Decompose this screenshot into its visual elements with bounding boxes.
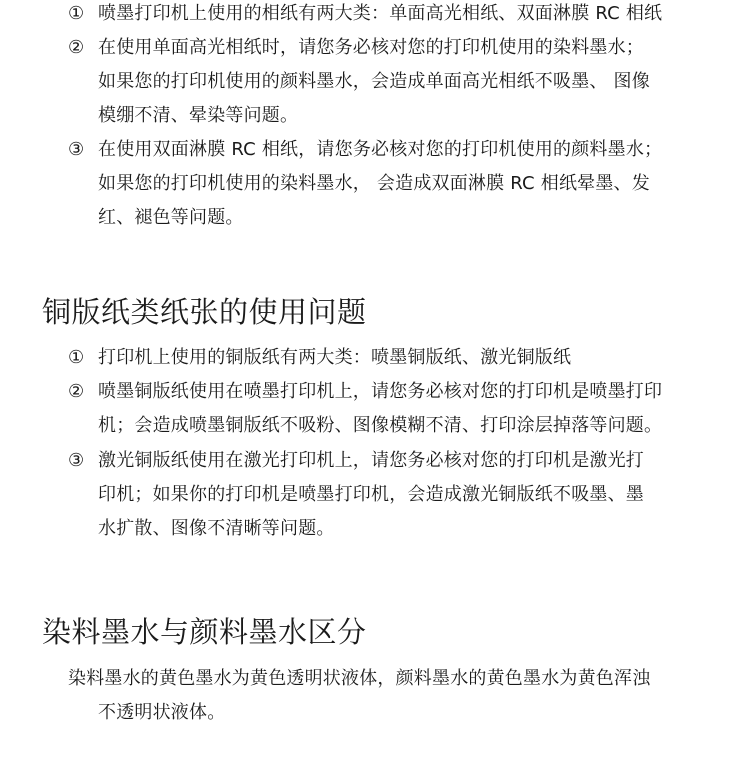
list-item bbox=[68, 341, 716, 375]
list-item bbox=[68, 375, 716, 443]
list-item-text: 喷墨打印机上使用的相纸有两大类：单面高光相纸、双面淋膜 RC 相纸 bbox=[98, 3, 663, 24]
list-item bbox=[68, 0, 716, 31]
list-item-text: 如果您的打印机使用的颜料墨水，会造成单面高光相纸不吸墨、 图像 bbox=[98, 71, 650, 92]
list-item-text: 印机；如果你的打印机是喷墨打印机，会造成激光铜版纸不吸墨、墨 bbox=[98, 484, 644, 505]
list-item bbox=[68, 444, 716, 546]
list-marker: ① bbox=[68, 3, 85, 24]
section-heading: 染料墨水与颜料墨水区分 bbox=[42, 615, 367, 649]
list-item bbox=[68, 31, 716, 133]
list-marker: ② bbox=[68, 37, 85, 58]
section-heading: 铜版纸类纸张的使用问题 bbox=[42, 295, 367, 329]
list-marker: ③ bbox=[68, 450, 85, 471]
list-marker: ③ bbox=[68, 139, 85, 160]
list-item-text: 机；会造成喷墨铜版纸不吸粉、图像模糊不清、打印涂层掉落等问题。 bbox=[98, 415, 663, 436]
list-item-text: 激光铜版纸使用在激光打印机上，请您务必核对您的打印机是激光打 bbox=[98, 450, 644, 471]
list-item-text: 红、褪色等问题。 bbox=[98, 207, 244, 228]
list-item-text: 如果您的打印机使用的染料墨水， 会造成双面淋膜 RC 相纸晕墨、发 bbox=[98, 173, 650, 194]
list-item-text: 在使用单面高光相纸时，请您务必核对您的打印机使用的染料墨水； bbox=[98, 37, 644, 58]
list-marker: ① bbox=[68, 347, 85, 368]
list-item-text: 模绷不清、晕染等问题。 bbox=[98, 105, 299, 126]
list-item-text: 在使用双面淋膜 RC 相纸，请您务必核对您的打印机使用的颜料墨水； bbox=[98, 139, 663, 160]
list-marker: ② bbox=[68, 381, 85, 402]
list-item-text: 打印机上使用的铜版纸有两大类：喷墨铜版纸、激光铜版纸 bbox=[98, 347, 572, 368]
paragraph-text: 不透明状液体。 bbox=[98, 702, 226, 723]
list-item-text: 水扩散、图像不清晰等问题。 bbox=[98, 518, 335, 539]
paragraph bbox=[68, 662, 728, 730]
list-item-text: 喷墨铜版纸使用在喷墨打印机上，请您务必核对您的打印机是喷墨打印 bbox=[98, 381, 663, 402]
paragraph-text: 染料墨水的黄色墨水为黄色透明状液体，颜料墨水的黄色墨水为黄色浑浊 bbox=[68, 668, 651, 689]
list-item bbox=[68, 133, 716, 235]
